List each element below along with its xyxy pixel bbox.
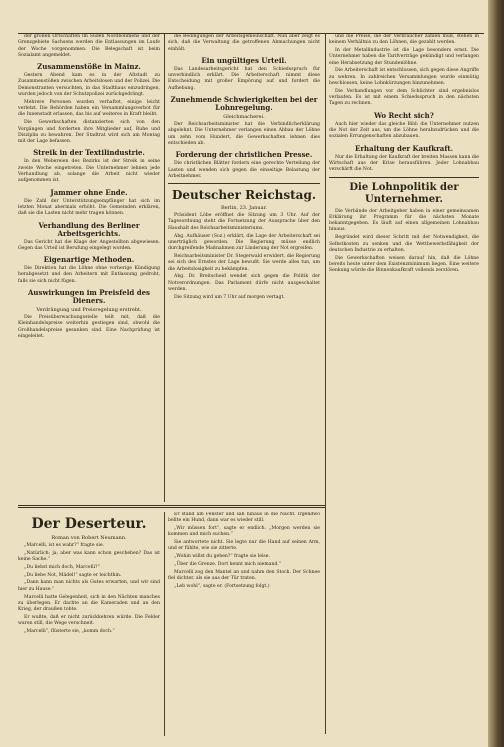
article-paragraph: Die Arbeiterschaft ist entschlossen, sich gegen diese Angriffe zu wehren. In zahlreichen Versammlungen wurde einmütig beschlossen, keine Lohnkürzungen hinzunehmen. [329,68,479,87]
article-paragraph: Begründet wird dieser Schritt mit der Notwendigkeit, die Selbstkosten zu senken und die Wettbewerbsfähigkeit der deutschen Industrie zu erhalten. [329,235,479,253]
article-paragraph: Der Reichsarbeitsminister hat die Verbindlicherklärung abgelehnt. Die Unternehmer verlangen einen Abbau der Löhne um zehn vom Hundert, die Gewerkschaften lehnen dies entschieden ab. [168,122,320,146]
dateline: Berlin, 23. Januar. [221,205,267,212]
story-paragraph: Marcelli zog den Mantel an und nahm den Stock. Der Schnee fiel dichter, als sie aus der Tür traten. [168,569,320,582]
article-headline: Eigenartige Methoden. [43,255,135,265]
column-divider [164,512,165,736]
story-paragraph: „Dann kann man nichts als Gutes erwarten, und wir sind hier zu Hause.“ [18,580,160,592]
intro-text: der großen Ortschaften im Süden Nordböhmens und der Grenzgebiete Sachsens werden die Entlassungen im Laufe der Woche vorgenommen. Die Belegschaft ist beim Sozialamt angemeldet. [18,34,160,58]
article-subheadline: Gleichmacherei. [223,114,265,121]
article-paragraph: Die Verhandlungen vor dem Schlichter sind ergebnislos verlaufen. Es ist mit einem Schiedsspruch in den nächsten Tagen zu rechnen. [329,88,479,107]
story-paragraph: „Du liebe Not, Mädel!“ sagte er leichthin. [24,572,122,578]
story-paragraph: „Wohin willst du gehen?“ fragte sie leise. [174,554,270,560]
article-paragraph: Auch hier wieder das gleiche Bild: die Unternehmer nutzen die Not der Zeit aus, um die Löhne herabzudrücken und die sozialen Errungenschaften abzubauen. [329,121,479,140]
story-paragraph: „Leb wohl“, sagte er. (Fortsetzung folgt.) [174,583,270,589]
article-paragraph: Präsident Löbe eröffnet die Sitzung um 3 Uhr. Auf der Tagesordnung steht die Fortsetzung der Aussprache über den Haushalt des Reichsarbeitsministeriums. [168,213,320,231]
feuilleton-left [18,512,160,736]
column-1 [18,34,160,502]
intro-text: die Bedingungen der Arbeitsgemeinschaft. Nun aber zeigt es sich, daß die Verwaltung die getroffenen Abmachungen nicht einhält. [168,34,320,52]
article-paragraph: Die Sitzung wird um 7 Uhr auf morgen vertagt. [174,294,285,300]
feuilleton-byline: Roman von Robert Neumann. [51,535,127,541]
article-headline: Wo Recht sich? [374,110,434,120]
story-paragraph: „Natürlich; ja; aber was kann schon geschehen? Das ist keine Sache.“ [18,550,160,563]
article-paragraph: Die Zahl der Unterstützungsempfänger hat sich im letzten Monat abermals erhöht. Die Gemeinden erklären, daß sie die Lasten nicht mehr tragen können. [18,198,160,217]
story-paragraph: Sie antwortete nicht. Sie legte nur die Hand auf seinen Arm, und er fühlte, wie sie zitterte. [168,540,320,552]
article-subheadline: Verdrängung und Preisregelung erstrebt. [36,307,142,314]
article-paragraph: Die christlichen Blätter fordern eine gerechte Verteilung der Lasten und wenden sich gegen die einseitige Belastung der Arbeitnehmer. [168,161,320,179]
story-paragraph: „Marcelli, ist es wahr?“ fragte sie. [24,543,105,548]
story-paragraph: „Marcelli“, flüsterte sie, „komm doch.“ [24,629,115,635]
feuilleton-title: Der Deserteur. [31,516,147,532]
article-headline: Jammer ohne Ende. [50,187,128,197]
article-paragraph: Abg. Dr. Breitscheid wendet sich gegen die Politik der Notverordnungen. Das Parlament dürfe nicht ausgeschaltet werden. [168,274,320,292]
article-paragraph: Reichsarbeitsminister Dr. Stegerwald erwidert, die Regierung sei sich des Ernstes der Lage bewußt. Sie werde alles tun, um die Arbeitslosigkeit zu bekämpfen. [168,253,320,272]
intro-text: und die Preise, die der Verbraucher zahlen muß, stehen in keinem Verhältnis zu den Löhnen, die gezahlt werden. [329,34,479,46]
section-rule [168,183,320,184]
story-paragraph: „Du liebst mich doch, Marcelli?“ [24,564,100,570]
article-headline: Zusammenstöße in Mainz. [37,62,141,72]
article-paragraph: Das Landesarbeitsgericht hat den Schiedsspruch für unverbindlich erklärt. Die Arbeiterschaft nimmt diese Entscheidung mit großer Empörung auf und fordert die Aufhebung. [168,66,320,91]
story-paragraph: Er stand am Fenster und sah hinaus in die Nacht. Irgendwo bellte ein Hund, dann war es wieder still. [168,512,320,524]
story-paragraph: Er wußte, daß er nicht zurückkehren würde. Die Felder waren still, die Wege verschneit. [18,614,160,627]
article-paragraph: Nur die Erhaltung der Kaufkraft der breiten Massen kann die Wirtschaft aus der Krise herausführen. Jeder Lohnabbau verschärft die Not. [329,154,479,173]
reichstag-headline: Deutscher Reichstag. [171,188,317,203]
article-headline: Ein ungültiges Urteil. [201,55,287,65]
feuilleton-right [168,512,320,736]
article-headline: Forderung der christlichen Presse. [175,150,313,160]
article-paragraph: Die Gewerkschaften weisen darauf hin, daß die Löhne bereits heute unter dem Existenzminimum liegen. Eine weitere Senkung würde die Binnenkaufkraft vollends zerstören. [329,255,479,274]
article-paragraph: Abg. Aufhäuser (Soz.) erklärt, die Lage der Arbeiterschaft sei unerträglich geworden. Die Regierung müsse endlich durchgreifende Maßnahmen zur Linderung der Not ergreifen. [168,233,320,252]
article-headline: Zunehmende Schwierigkeiten bei der Lohnregelung. [170,95,318,113]
binding-edge [488,0,504,747]
article-paragraph: Die Preisüberwachungsstelle teilt mit, daß die Kleinhandelspreise weiterhin gestiegen sind, obwohl die Großhandelspreise gesunken sind. Eine Nachprüfung ist eingeleitet. [18,315,160,339]
story-paragraph: Marcelli hatte Gelegenheit, sich in den Nächten manches zu überlegen. Er dachte an die Kameraden und an den Krieg, der draußen tobte. [18,594,160,613]
article-headline: Auswirkungen im Preisfeld des Dieners. [28,288,150,306]
column-3 [329,34,479,734]
story-paragraph: „Über die Grenze. Dort kennt mich niemand.“ [174,562,282,568]
article-paragraph: In der Metallindustrie ist die Lage besonders ernst. Die Unternehmer haben die Tarifverträge gekündigt und verlangen eine Herabsetzung der Stundenlöhne. [329,48,479,66]
article-paragraph: Gestern Abend kam es in der Altstadt zu Zusammenstößen zwischen Arbeitslosen und der Polizei. Die Demonstranten versuchten, in das Stadthaus einzudringen, wurden jedoch von der Schutzpolizei zurückgedrängt. [18,73,160,98]
column-divider [164,34,165,502]
article-paragraph: Mehrere Personen wurden verhaftet, einige leicht verletzt. Die Behörden haben ein Versammlungsverbot für die Innenstadt erlassen, das bis auf weiteres in Kraft bleibt. [18,99,160,118]
article-paragraph: Die Gewerkschaften distanzierten sich von den Vorgängen und forderten ihre Mitglieder auf, Ruhe und Disziplin zu bewahren. Der Stadtrat wird sich am Montag mit der Lage befassen. [18,120,160,145]
feuilleton-rule [18,507,325,508]
article-headline: Erhaltung der Kaufkraft. [355,143,453,153]
article-headline: Streik in der Textilindustrie. [33,148,145,158]
article-paragraph: In den Webereien des Bezirks ist der Streik in seine zweite Woche eingetreten. Die Unternehmer lehnen jede Verhandlung ab, solange die Arbeit nicht wieder aufgenommen ist. [18,159,160,184]
section-rule [329,177,479,178]
column-divider [325,34,326,734]
column-2 [168,34,320,502]
article-paragraph: Die Direktion hat die Löhne ohne vorherige Kündigung herabgesetzt und den Arbeitern mit Entlassung gedroht, falls sie sich nicht fügen. [18,266,160,284]
feuilleton-rule [18,505,325,506]
article-paragraph: Die Verbände der Arbeitgeber haben in einer gemeinsamen Erklärung ihr Programm für die nächsten Monate bekanntgegeben. Es läuft auf einen allgemeinen Lohnabbau hinaus. [329,208,479,233]
story-paragraph: „Wir müssen fort“, sagte er endlich. „Morgen werden sie kommen und mich suchen.“ [168,526,320,538]
article-headline: Verhandlung des Berliner Arbeitsgerichts. [38,220,140,238]
article-paragraph: Das Gericht hat die Klage der Angestellten abgewiesen. Gegen das Urteil ist Berufung eingelegt worden. [18,239,160,251]
lohnpolitik-headline: Die Lohnpolitik der Unternehmer. [349,181,459,205]
